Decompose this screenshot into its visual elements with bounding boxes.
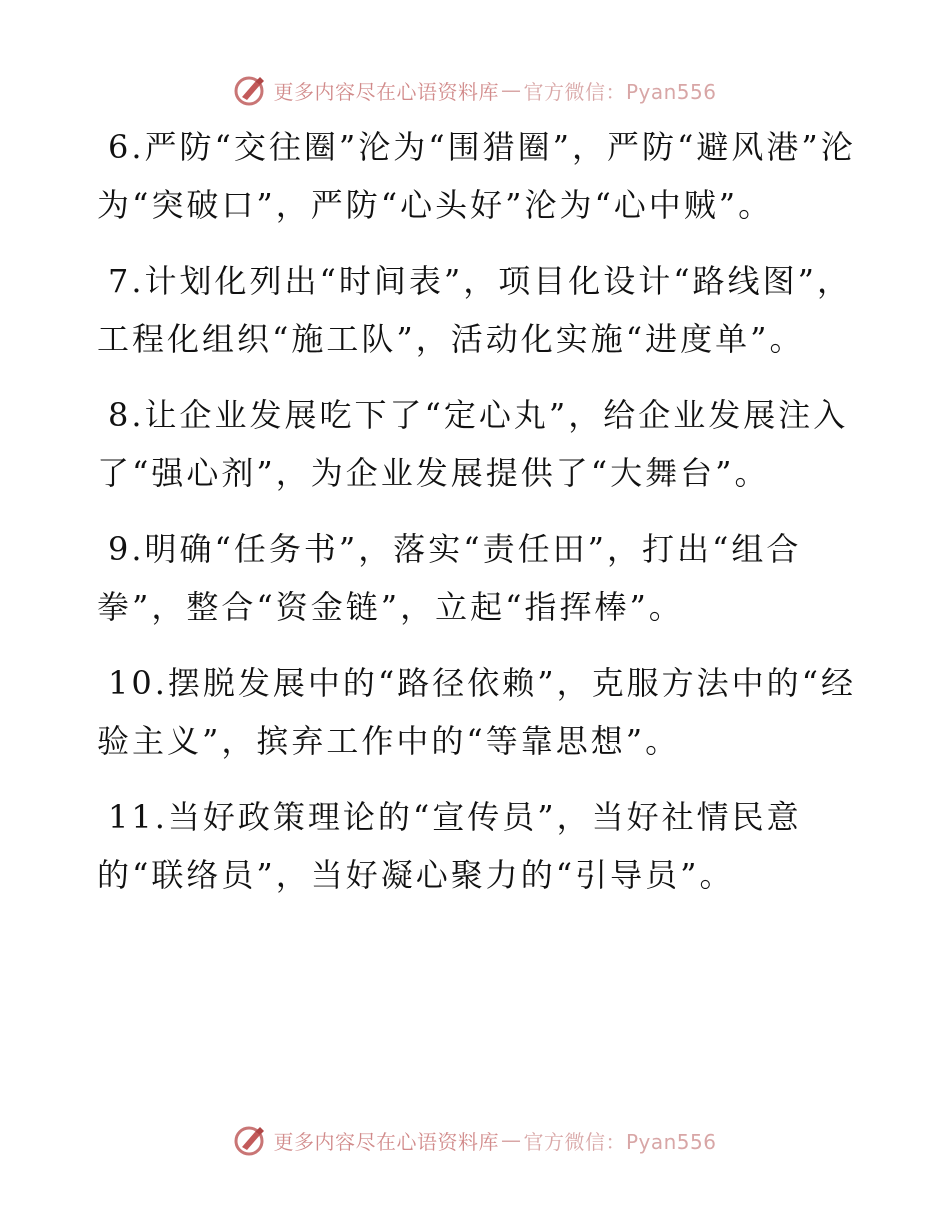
watermark-dash: — [500, 1128, 522, 1152]
footer-watermark [0, 1120, 950, 1160]
paragraph-6: 6.严防“交往圈”沦为“围猎圈”，严防“避风港”沦为“突破口”，严防“心头好”沦为“心中贼”。 [97, 128, 856, 224]
pen-logo-icon [233, 1123, 267, 1157]
paragraph-9: 9.明确“任务书”，落实“责任田”，打出“组合拳”，整合“资金链”，立起“指挥棒”。 [97, 530, 802, 626]
watermark-text: 更多内容尽在心语资料库 [273, 1129, 499, 1154]
watermark-wechat: 官方微信：Pyan556 [523, 1129, 717, 1154]
pen-logo-icon [233, 73, 267, 107]
paragraph-8: 8.让企业发展吃下了“定心丸”，给企业发展注入了“强心剂”，为企业发展提供了“大舞台”。 [97, 396, 849, 492]
paragraph-11: 11.当好政策理论的“宣传员”，当好社情民意的“联络员”，当好凝心聚力的“引导员”。 [97, 798, 802, 894]
paragraph-10: 10.摆脱发展中的“路径依赖”，克服方法中的“经验主义”，摈弃工作中的“等靠思想”。 [97, 664, 856, 760]
paragraph-7: 7.计划化列出“时间表”，项目化设计“路线图”，工程化组织“施工队”，活动化实施“进度单”。 [97, 262, 852, 358]
watermark-text: 更多内容尽在心语资料库 [273, 79, 499, 104]
watermark-dash: — [500, 78, 522, 102]
document-body [97, 118, 857, 922]
watermark-wechat: 官方微信：Pyan556 [523, 79, 717, 104]
header-watermark [0, 70, 950, 110]
